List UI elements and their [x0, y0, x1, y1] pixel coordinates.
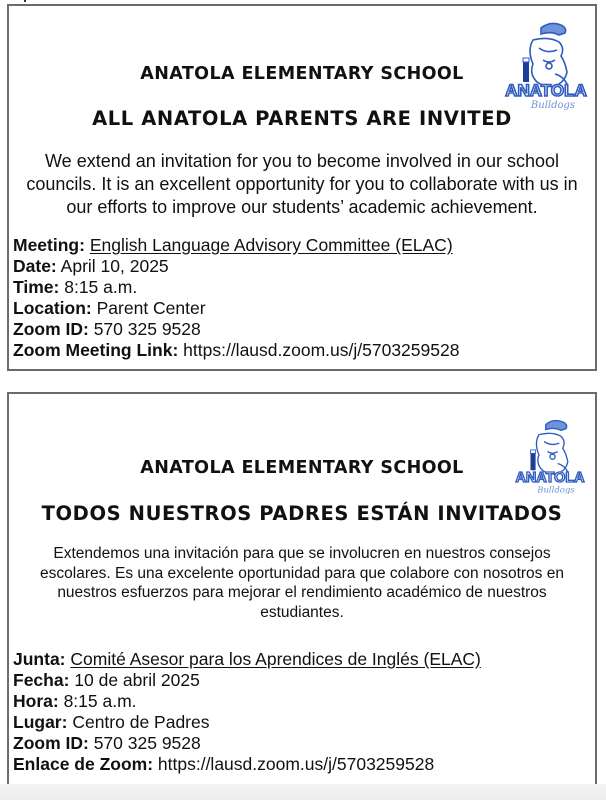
- detail-zoom-id: Zoom ID: 570 325 9528: [13, 319, 201, 339]
- detail-meeting: Junta: Comité Asesor para los Aprendices de Inglés (ELAC): [13, 649, 481, 669]
- page-bottom-edge: [0, 784, 606, 800]
- anatola-bulldog-logo-icon: [513, 416, 587, 494]
- detail-time: Time: 8:15 a.m.: [13, 277, 138, 297]
- invitation-intro: We extend an invitation for you to become involved in our school councils. It is an excellent opportunity for you to collaborate with us in our efforts to improve our students’ academic achievement.: [26, 151, 578, 217]
- detail-date: Fecha: 10 de abril 2025: [13, 670, 200, 690]
- svg-text:Bulldogs: Bulldogs: [530, 100, 576, 110]
- invitation-card-spanish: [7, 392, 597, 786]
- school-name: ANATOLA ELEMENTARY SCHOOL: [140, 64, 464, 84]
- svg-text:Bulldogs: Bulldogs: [537, 484, 575, 494]
- page-mark: [24, 0, 26, 2]
- detail-date: Date: April 10, 2025: [13, 256, 169, 276]
- zoom-link[interactable]: https://lausd.zoom.us/j/5703259528: [183, 340, 460, 360]
- invitation-headline: TODOS NUESTROS PADRES ESTÁN INVITADOS: [41, 502, 563, 525]
- detail-location: Location: Parent Center: [13, 298, 206, 318]
- detail-zoom-link: Enlace de Zoom: https://lausd.zoom.us/j/5703259528: [13, 754, 435, 774]
- meeting-name: English Language Advisory Committee (ELAC): [89, 235, 453, 255]
- meeting-details: [13, 235, 591, 361]
- school-name: ANATOLA ELEMENTARY SCHOOL: [140, 458, 464, 478]
- svg-text:ANATOLA: ANATOLA: [505, 81, 587, 100]
- invitation-card-english: [7, 4, 597, 371]
- zoom-link[interactable]: https://lausd.zoom.us/j/5703259528: [157, 754, 435, 774]
- invitation-headline: ALL ANATOLA PARENTS ARE INVITED: [92, 107, 512, 130]
- detail-zoom-link: Zoom Meeting Link: https://lausd.zoom.us/j/5703259528: [13, 340, 460, 360]
- detail-location: Lugar: Centro de Padres: [13, 712, 210, 732]
- meeting-details: [13, 649, 591, 775]
- detail-zoom-id: Zoom ID: 570 325 9528: [13, 733, 201, 753]
- detail-time: Hora: 8:15 a.m.: [13, 691, 137, 711]
- anatola-bulldog-logo-icon: [503, 18, 589, 110]
- meeting-name: Comité Asesor para los Aprendices de Inglés (ELAC): [70, 649, 481, 669]
- invitation-intro: Extendemos una invitación para que se involucren en nuestros consejos escolares. Es una excelente oportunidad para que colabore con nosotros en nuestros esfuerzos para mejorar el rendimiento académico de nuestros estudiantes.: [40, 545, 564, 621]
- detail-meeting: Meeting: English Language Advisory Committee (ELAC): [13, 235, 453, 255]
- svg-text:ANATOLA: ANATOLA: [515, 470, 585, 487]
